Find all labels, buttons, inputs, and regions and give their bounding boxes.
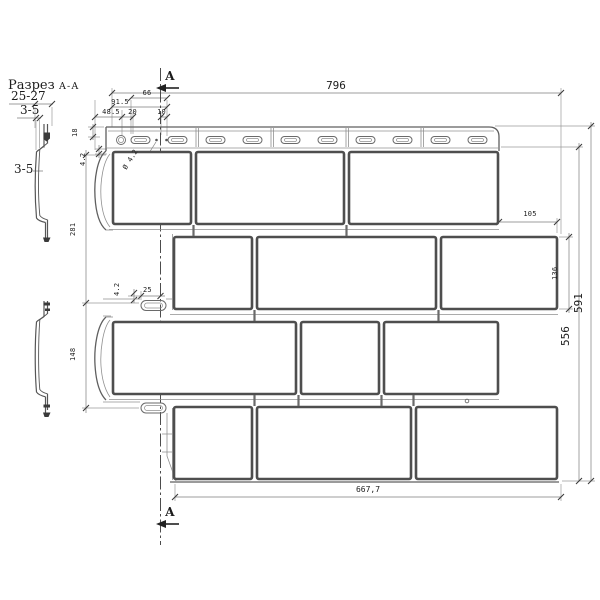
section-arrow-top	[156, 84, 179, 92]
left-flange-lower	[95, 317, 113, 400]
dim-field-height: 556	[559, 326, 572, 346]
dim-section-thickness-mid: 3-5	[14, 162, 34, 176]
section-arrow-bottom	[156, 520, 179, 528]
dim-hole-diameter: Ø 4.2	[121, 148, 140, 171]
brick-rows	[113, 152, 557, 479]
dim-slot-to-axis: 25	[143, 286, 152, 294]
section-mark-bottom: А	[165, 505, 175, 519]
nail-strip	[106, 127, 499, 151]
dim-hole-pitch: 20	[128, 108, 137, 116]
section-profile-1	[35, 124, 50, 242]
nail-slots	[131, 137, 487, 144]
left-flange-upper	[95, 151, 113, 230]
left-tab-bottom	[103, 402, 176, 481]
dim-bottom-width: 667,7	[355, 485, 381, 494]
section-profile-2	[35, 301, 50, 417]
left-tab-middle	[103, 299, 172, 316]
dim-gap-mid: 4.2	[113, 282, 121, 296]
dim-upper-span: 281	[69, 222, 77, 236]
dim-slot-pitch: 66	[142, 89, 152, 97]
brick-row-3	[113, 322, 498, 394]
section-title-suffix: А-А	[58, 81, 80, 92]
section-mark-top: А	[165, 69, 175, 83]
brick-row-4	[174, 407, 557, 479]
dim-lower-span: 148	[69, 347, 77, 361]
brick-row-2	[174, 237, 557, 309]
dim-overall-height: 591	[572, 293, 585, 313]
dim-overall-width: 796	[326, 79, 346, 92]
dim-axis-offset: 10	[157, 108, 166, 116]
dim-edge-to-hole: 48.5	[102, 108, 120, 116]
dim-gap-top: 4.2	[79, 152, 87, 166]
section-title-word: Разрез	[8, 78, 55, 93]
dim-edge-to-axis: 91.5	[111, 98, 129, 106]
dim-strip-height: 18	[71, 128, 79, 137]
dim-right-offset: 105	[523, 210, 537, 218]
small-holes	[155, 139, 168, 142]
dim-stone-height: 136	[551, 266, 559, 280]
brick-row-1	[113, 152, 498, 224]
dim-section-thickness-top: 3-5	[20, 103, 40, 117]
nail-hole-round	[117, 136, 126, 145]
dim-section-depth: 25-27	[11, 89, 46, 103]
